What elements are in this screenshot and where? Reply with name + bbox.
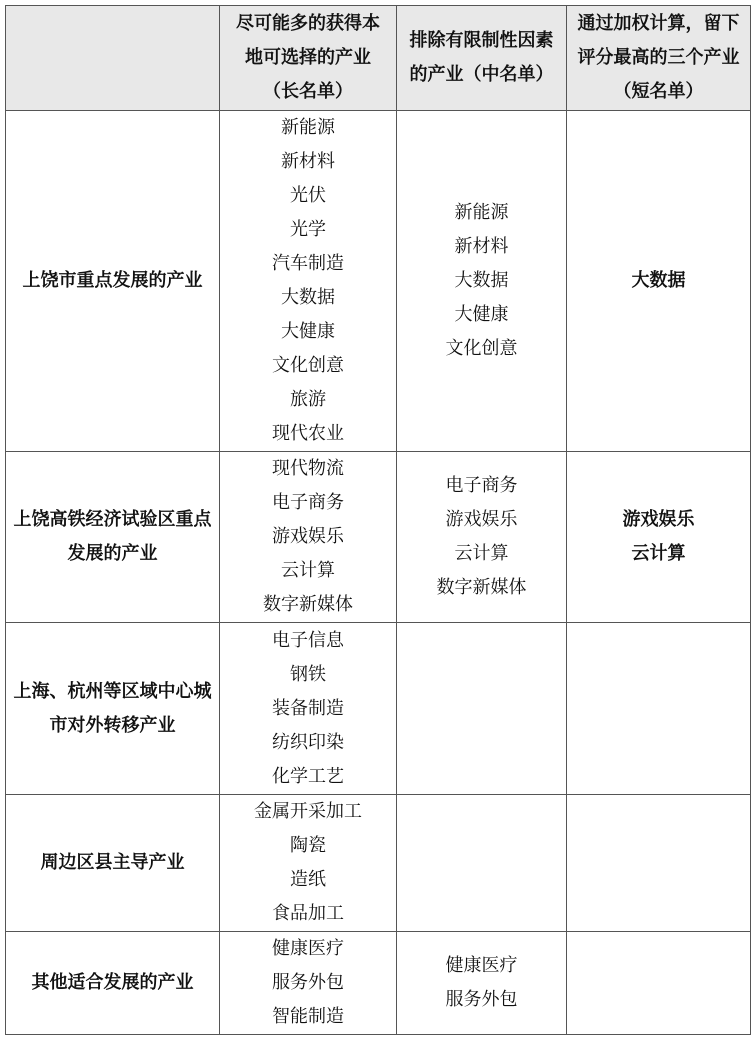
- long-list-cell: [220, 623, 397, 795]
- table-row: [6, 623, 751, 795]
- long-list-cell: [220, 111, 397, 452]
- list-item: 装备制造: [272, 697, 344, 719]
- industry-selection-table: [5, 5, 751, 1035]
- table-row: [6, 111, 751, 452]
- short-list-cell: [567, 111, 751, 452]
- mid-list-cell: [397, 932, 567, 1035]
- mid-list-cell: [397, 623, 567, 795]
- long-list-cell: [220, 452, 397, 623]
- list-item: 游戏娱乐: [622, 509, 695, 530]
- list-item: 文化创意: [445, 338, 518, 359]
- list-item: 造纸: [290, 869, 326, 890]
- list-item: 电子商务: [445, 475, 518, 496]
- list-item: 光伏: [290, 185, 326, 206]
- list-item: 新材料: [281, 151, 335, 172]
- list-item: 游戏娱乐: [445, 509, 518, 530]
- list-item: 钢铁: [290, 663, 326, 685]
- list-item: 数字新媒体: [263, 594, 353, 615]
- long-list-cell: [220, 932, 397, 1035]
- list-item: 云计算: [631, 543, 686, 564]
- list-item: 健康医疗: [445, 955, 518, 976]
- list-item: 服务外包: [445, 989, 518, 1010]
- header-long-list: 尽可能多的获得本地可选择的产业（长名单）: [220, 6, 397, 111]
- list-item: 服务外包: [272, 972, 344, 993]
- row-category: 上饶高铁经济试验区重点发展的产业: [6, 452, 220, 623]
- row-category: 上海、杭州等区域中心城市对外转移产业: [6, 623, 220, 795]
- list-item: 数字新媒体: [436, 577, 527, 598]
- list-item: 大数据: [454, 270, 509, 291]
- short-list-cell: [567, 932, 751, 1035]
- list-item: 云计算: [281, 560, 335, 581]
- row-category: 上饶市重点发展的产业: [6, 111, 220, 452]
- row-category: 其他适合发展的产业: [6, 932, 220, 1035]
- list-item: 纺织印染: [272, 731, 344, 753]
- list-item: 大健康: [281, 321, 335, 342]
- list-item: 电子商务: [272, 492, 344, 513]
- list-item: 文化创意: [272, 355, 344, 376]
- long-list-cell: [220, 795, 397, 932]
- list-item: 新能源: [281, 117, 335, 138]
- list-item: 大健康: [454, 304, 509, 325]
- list-item: 旅游: [290, 389, 326, 410]
- table-row: [6, 452, 751, 623]
- list-item: 游戏娱乐: [272, 526, 344, 547]
- header-row: [6, 6, 751, 111]
- list-item: 陶瓷: [290, 835, 326, 856]
- list-item: 金属开采加工: [254, 801, 362, 822]
- list-item: 电子信息: [272, 629, 344, 651]
- list-item: 食品加工: [272, 903, 344, 924]
- list-item: 新材料: [454, 236, 509, 257]
- header-short-list: 通过加权计算，留下评分最高的三个产业（短名单）: [567, 6, 751, 111]
- list-item: 智能制造: [272, 1006, 344, 1027]
- list-item: 汽车制造: [272, 253, 344, 274]
- mid-list-cell: [397, 795, 567, 932]
- mid-list-cell: [397, 452, 567, 623]
- table-body: [6, 111, 751, 1035]
- list-item: 化学工艺: [272, 765, 344, 787]
- short-list-cell: [567, 623, 751, 795]
- list-item: 新能源: [454, 202, 509, 223]
- list-item: 云计算: [454, 543, 509, 564]
- list-item: 大数据: [631, 270, 686, 291]
- list-item: 现代农业: [272, 423, 344, 444]
- mid-list-cell: [397, 111, 567, 452]
- list-item: 健康医疗: [272, 938, 344, 959]
- list-item: 光学: [290, 219, 326, 240]
- header-mid-list: 排除有限制性因素的产业（中名单）: [397, 6, 567, 111]
- table-row: [6, 795, 751, 932]
- short-list-cell: [567, 795, 751, 932]
- table-row: [6, 932, 751, 1035]
- header-cell-empty: [6, 6, 220, 111]
- list-item: 大数据: [281, 287, 335, 308]
- list-item: 现代物流: [272, 458, 344, 479]
- short-list-cell: [567, 452, 751, 623]
- row-category: 周边区县主导产业: [6, 795, 220, 932]
